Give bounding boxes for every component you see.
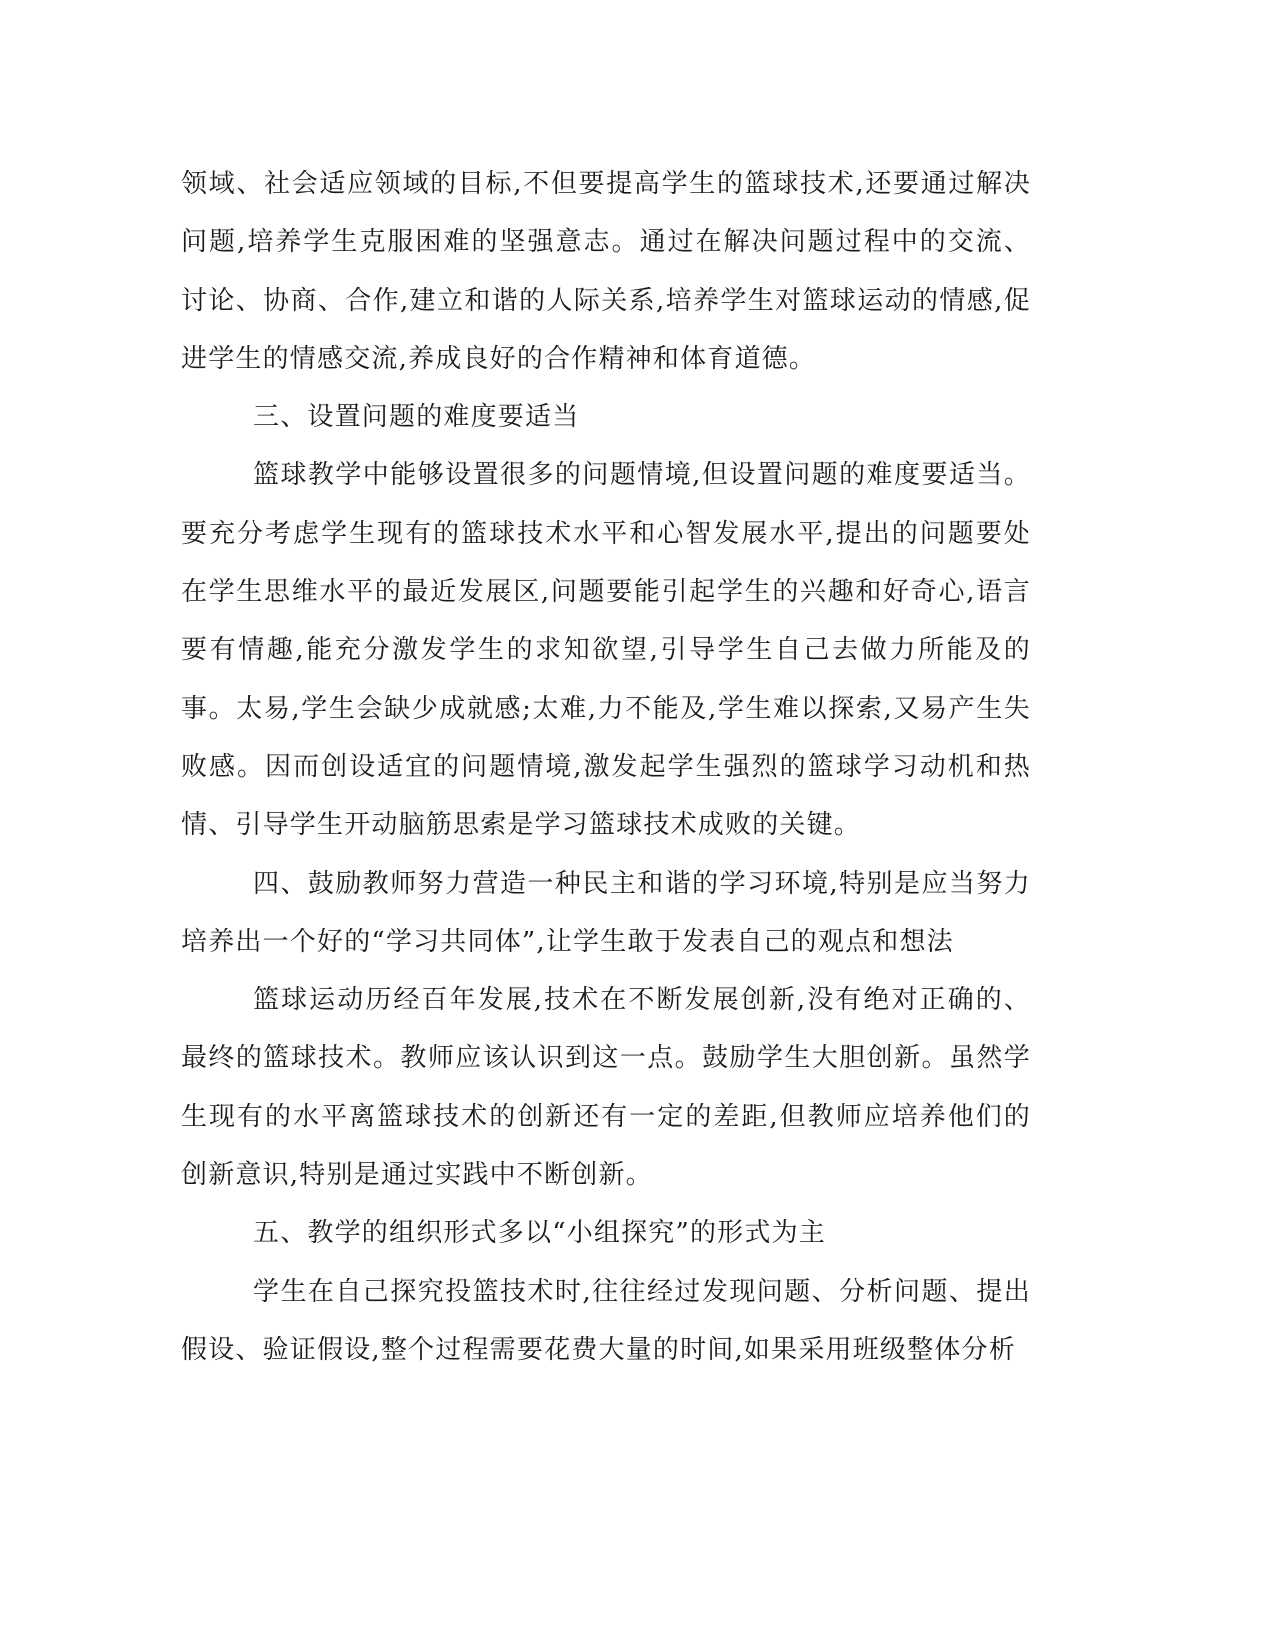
- document-page: [181, 155, 1031, 1379]
- section-heading-three: 三、设置问题的难度要适当: [253, 402, 580, 433]
- section-heading-four: 四、鼓励教师努力营造一种民主和谐的学习环境,特别是应当努力培养出一个好的“学习共同体”,让学生敢于发表自己的观点和想法: [181, 868, 1031, 957]
- paragraph-body: 学生在自己探究投篮技术时,往往经过发现问题、分析问题、提出假设、验证假设,整个过程需要花费大量的时间,如果采用班级整体分析: [181, 1276, 1031, 1365]
- section-heading-five: 五、教学的组织形式多以“小组探究”的形式为主: [253, 1218, 826, 1249]
- paragraph-body: 篮球教学中能够设置很多的问题情境,但设置问题的难度要适当。要充分考虑学生现有的篮球技术水平和心智发展水平,提出的问题要处在学生思维水平的最近发展区,问题要能引起学生的兴趣和好奇心,语言要有情趣,能充分激发学生的求知欲望,引导学生自己去做力所能及的事。太易,学生会缺少成就感;太难,力不能及,学生难以探索,又易产生失败感。因而创设适宜的问题情境,激发起学生强烈的篮球学习动机和热情、引导学生开动脑筋思索是学习篮球技术成败的关键。: [181, 460, 1031, 841]
- paragraph-body: 篮球运动历经百年发展,技术在不断发展创新,没有绝对正确的、最终的篮球技术。教师应该认识到这一点。鼓励学生大胆创新。虽然学生现有的水平离篮球技术的创新还有一定的差距,但教师应培养他们的创新意识,特别是通过实践中不断创新。: [181, 985, 1031, 1191]
- paragraph-body-continued: 领域、社会适应领域的目标,不但要提高学生的篮球技术,还要通过解决问题,培养学生克服困难的坚强意志。通过在解决问题过程中的交流、讨论、协商、合作,建立和谐的人际关系,培养学生对篮球运动的情感,促进学生的情感交流,养成良好的合作精神和体育道德。: [181, 169, 1031, 374]
